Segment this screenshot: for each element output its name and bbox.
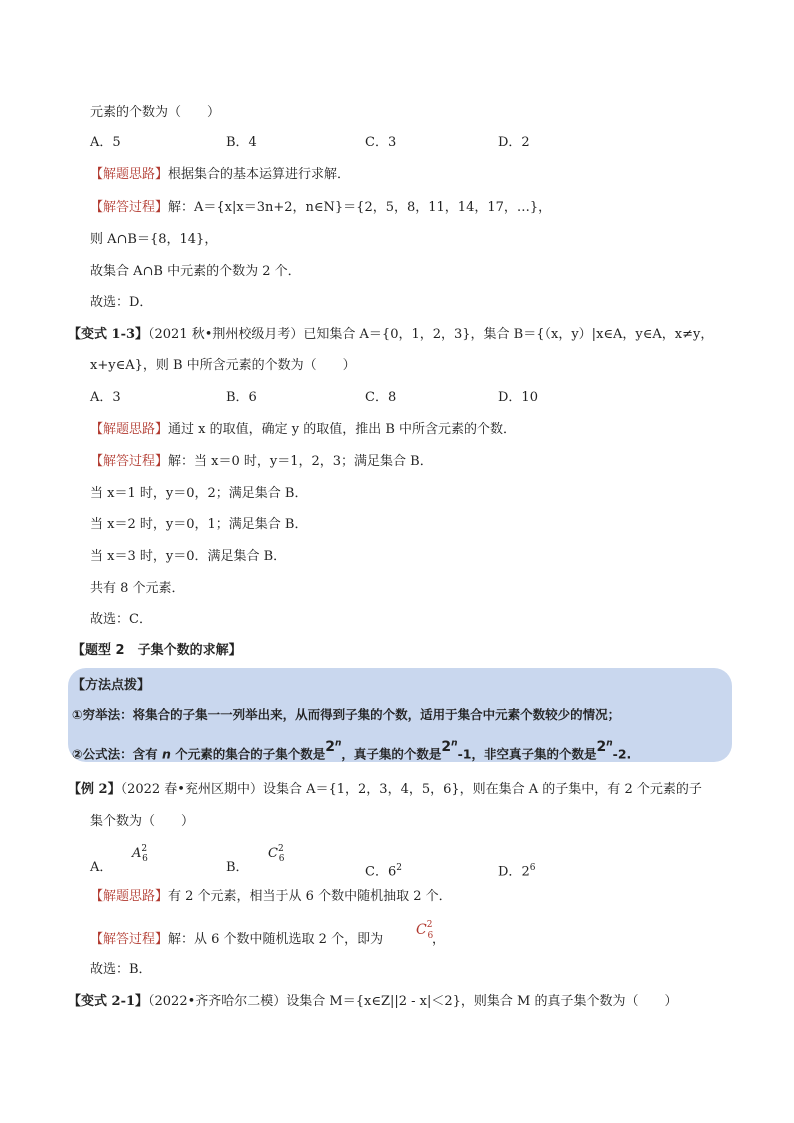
q13-tag: 【变式 1-3】 (68, 327, 149, 342)
ex2-stem-text: 设集合 A＝{1，2，3，4，5，6}，则在集合 A 的子集中，有 2 个元素的子 (262, 782, 702, 797)
prev-answer: 故选：D． (90, 295, 153, 310)
prev-proc-3: 故集合 A∩B 中元素的个数为 2 个． (90, 264, 301, 279)
q13-option-c: C．8 (365, 390, 397, 405)
prev-option-c: C．3 (365, 135, 397, 150)
ex2-option-b-comb: $C^2_6$ (268, 844, 285, 864)
idea-tag: 【解题思路】 (90, 167, 169, 182)
idea-text: 有 2 个元素，相当于从 6 个数中随机抽取 2 个． (168, 889, 452, 904)
method-title: 【方法点拨】 (72, 678, 151, 693)
prev-option-d: D．2 (498, 135, 530, 150)
prev-stem-tail: 元素的个数为（ ） (90, 105, 221, 120)
q21-stem-text: 设集合 M＝{x∈Z||2 - x|＜2}，则集合 M 的真子集个数为（ ） (286, 994, 678, 1009)
power-2n: 2$^n$ (596, 738, 613, 755)
prev-option-b: B．4 (226, 135, 257, 150)
q13-proc-1 (90, 452, 433, 472)
proc-text: 解：A＝{x|x＝3n+2，n∈N}＝{2，5，8，11，14，17，…}， (168, 200, 552, 215)
ex2-option-a-perm: $A^2_6$ (132, 844, 148, 864)
q13-proc-4: 当 x＝3 时，y＝0．满足集合 B． (90, 549, 287, 564)
proc-tag: 【解答过程】 (90, 932, 169, 947)
ex2-proc-end: ， (432, 932, 446, 947)
ex2-stem-1 (68, 780, 702, 800)
method-2-a: ②公式法：含有 (72, 746, 158, 762)
idea-text: 通过 x 的取值，确定 y 的取值，推出 B 中所含元素的个数． (168, 422, 517, 437)
q21-source: （2022•齐齐哈尔二模） (148, 994, 287, 1009)
ex2-proc (90, 930, 383, 950)
q13-option-d: D．10 (498, 390, 538, 405)
proc-text: 解：从 6 个数中随机选取 2 个，即为 (168, 932, 384, 947)
idea-tag: 【解题思路】 (90, 889, 169, 904)
prev-proc-1 (90, 198, 551, 218)
ex2-proc-comb: $C^2_6$ (416, 920, 434, 941)
q13-stem-1 (68, 325, 713, 345)
q13-source: （2021 秋•荆州校级月考） (148, 327, 304, 342)
q13-option-b: B．6 (226, 390, 257, 405)
q13-stem-2: x+y∈A}，则 B 中所含元素的个数为（ ） (90, 358, 356, 373)
power-2n: 2$^n$ (325, 738, 342, 755)
q13-stem-text: 已知集合 A＝{0，1，2，3}，集合 B＝{（x，y）|x∈A，y∈A，x≠y， (303, 327, 714, 342)
method-2-b: 个元素的集合的子集个数是 (175, 746, 326, 762)
prev-option-a: A．5 (90, 135, 121, 150)
proc-tag: 【解答过程】 (90, 200, 169, 215)
ex2-tag: 【例 2】 (68, 782, 121, 797)
prev-proc-2: 则 A∩B＝{8，14}， (90, 232, 218, 247)
ex2-stem-2: 集个数为（ ） (90, 814, 195, 829)
q13-option-a: A．3 (90, 390, 121, 405)
method-2 (72, 738, 632, 765)
idea-text: 根据集合的基本运算进行求解． (168, 167, 351, 182)
q21-tag: 【变式 2-1】 (68, 994, 149, 1009)
q21-stem (68, 992, 678, 1012)
prev-idea (90, 165, 350, 185)
idea-tag: 【解题思路】 (90, 422, 169, 437)
q13-answer: 故选：C． (90, 612, 152, 627)
power-2n: 2$^n$ (441, 738, 458, 755)
method-2-e: -2. (612, 746, 632, 762)
ex2-answer: 故选：B． (90, 962, 152, 977)
ex2-source: （2022 春•兖州区期中） (120, 782, 263, 797)
method-2-n: n (161, 746, 171, 762)
proc-text: 解：当 x＝0 时，y＝1，2，3；满足集合 B． (168, 454, 433, 469)
q13-proc-5: 共有 8 个元素． (90, 581, 185, 596)
ex2-option-c: C．$6^2$ (365, 863, 402, 880)
method-2-c: ，真子集的个数是 (341, 746, 442, 762)
q13-idea (90, 420, 516, 440)
ex2-idea (90, 887, 452, 907)
ex2-option-d: D．$2^6$ (498, 863, 536, 880)
ex2-option-b-label: B． (226, 860, 249, 875)
method-1: ①穷举法：将集合的子集一一列举出来，从而得到子集的个数，适用于集合中元素个数较少的情况； (72, 707, 621, 722)
ex2-option-a-label: A． (90, 860, 113, 875)
q13-proc-2: 当 x＝1 时，y＝0，2；满足集合 B． (90, 486, 308, 501)
q13-proc-3: 当 x＝2 时，y＝0，1；满足集合 B． (90, 517, 308, 532)
type2-title: 【题型 2 子集个数的求解】 (72, 643, 242, 658)
method-2-d: -1，非空真子集的个数是 (457, 746, 597, 762)
proc-tag: 【解答过程】 (90, 454, 169, 469)
